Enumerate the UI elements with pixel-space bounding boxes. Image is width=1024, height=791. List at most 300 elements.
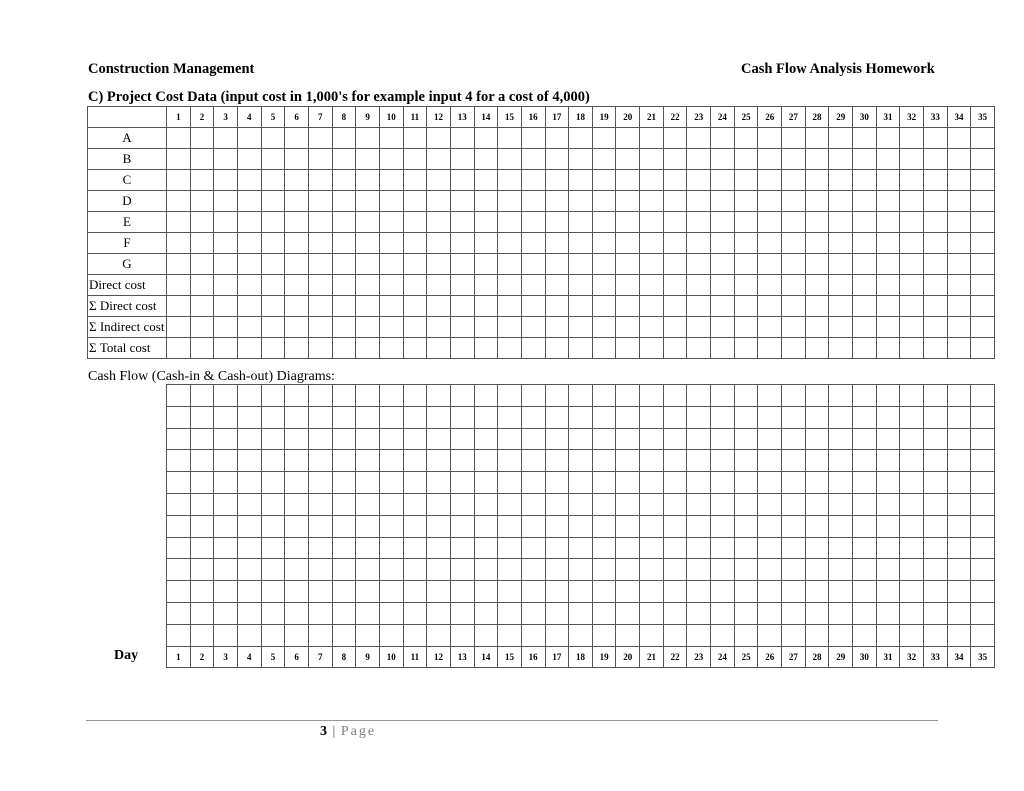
cost-input-cell[interactable]	[379, 254, 403, 275]
diagram-grid-cell[interactable]	[308, 602, 332, 624]
cost-input-cell[interactable]	[237, 233, 261, 254]
cost-input-cell[interactable]	[403, 254, 427, 275]
diagram-grid-cell[interactable]	[900, 515, 924, 537]
cost-input-cell[interactable]	[332, 338, 356, 359]
diagram-grid-cell[interactable]	[805, 428, 829, 450]
diagram-grid-cell[interactable]	[498, 624, 522, 646]
diagram-grid-cell[interactable]	[924, 406, 948, 428]
diagram-grid-cell[interactable]	[569, 493, 593, 515]
cost-input-cell[interactable]	[450, 296, 474, 317]
cost-input-cell[interactable]	[900, 170, 924, 191]
cost-input-cell[interactable]	[829, 149, 853, 170]
cost-input-cell[interactable]	[711, 317, 735, 338]
cost-input-cell[interactable]	[616, 317, 640, 338]
cost-input-cell[interactable]	[734, 128, 758, 149]
cost-input-cell[interactable]	[332, 296, 356, 317]
cost-input-cell[interactable]	[663, 233, 687, 254]
diagram-grid-cell[interactable]	[356, 472, 380, 494]
diagram-grid-cell[interactable]	[711, 385, 735, 407]
diagram-grid-cell[interactable]	[379, 537, 403, 559]
diagram-grid-cell[interactable]	[190, 515, 214, 537]
cost-input-cell[interactable]	[924, 275, 948, 296]
diagram-grid-cell[interactable]	[285, 450, 309, 472]
diagram-grid-cell[interactable]	[616, 559, 640, 581]
cost-input-cell[interactable]	[308, 191, 332, 212]
diagram-grid-cell[interactable]	[261, 406, 285, 428]
diagram-grid-cell[interactable]	[332, 472, 356, 494]
cost-input-cell[interactable]	[687, 254, 711, 275]
cost-input-cell[interactable]	[285, 191, 309, 212]
diagram-grid-cell[interactable]	[308, 493, 332, 515]
cost-input-cell[interactable]	[569, 254, 593, 275]
diagram-grid-cell[interactable]	[592, 537, 616, 559]
diagram-grid-cell[interactable]	[687, 581, 711, 603]
cost-input-cell[interactable]	[332, 254, 356, 275]
cost-input-cell[interactable]	[498, 338, 522, 359]
diagram-grid-cell[interactable]	[640, 581, 664, 603]
diagram-grid-cell[interactable]	[521, 385, 545, 407]
diagram-grid-cell[interactable]	[734, 537, 758, 559]
cost-input-cell[interactable]	[214, 191, 238, 212]
diagram-grid-cell[interactable]	[332, 559, 356, 581]
cost-input-cell[interactable]	[758, 254, 782, 275]
diagram-grid-cell[interactable]	[379, 493, 403, 515]
cost-input-cell[interactable]	[805, 296, 829, 317]
cost-input-cell[interactable]	[427, 170, 451, 191]
cost-input-cell[interactable]	[734, 296, 758, 317]
cost-input-cell[interactable]	[876, 149, 900, 170]
cost-input-cell[interactable]	[734, 191, 758, 212]
diagram-grid-cell[interactable]	[521, 450, 545, 472]
cost-input-cell[interactable]	[190, 170, 214, 191]
cost-input-cell[interactable]	[711, 254, 735, 275]
diagram-grid-cell[interactable]	[450, 450, 474, 472]
diagram-grid-cell[interactable]	[805, 385, 829, 407]
cost-input-cell[interactable]	[663, 254, 687, 275]
cost-input-cell[interactable]	[687, 275, 711, 296]
cost-input-cell[interactable]	[474, 149, 498, 170]
cost-input-cell[interactable]	[805, 170, 829, 191]
cost-input-cell[interactable]	[876, 212, 900, 233]
cost-input-cell[interactable]	[308, 254, 332, 275]
cost-input-cell[interactable]	[971, 317, 995, 338]
diagram-grid-cell[interactable]	[167, 450, 191, 472]
diagram-grid-cell[interactable]	[829, 450, 853, 472]
diagram-grid-cell[interactable]	[285, 472, 309, 494]
cost-input-cell[interactable]	[687, 317, 711, 338]
cost-input-cell[interactable]	[261, 296, 285, 317]
diagram-grid-cell[interactable]	[237, 624, 261, 646]
diagram-grid-cell[interactable]	[924, 581, 948, 603]
diagram-grid-cell[interactable]	[379, 559, 403, 581]
diagram-grid-cell[interactable]	[450, 624, 474, 646]
diagram-grid-cell[interactable]	[167, 493, 191, 515]
diagram-grid-cell[interactable]	[569, 472, 593, 494]
diagram-grid-cell[interactable]	[167, 537, 191, 559]
cost-input-cell[interactable]	[356, 128, 380, 149]
cost-input-cell[interactable]	[758, 191, 782, 212]
cost-input-cell[interactable]	[285, 296, 309, 317]
cost-input-cell[interactable]	[924, 170, 948, 191]
diagram-grid-cell[interactable]	[640, 472, 664, 494]
diagram-grid-cell[interactable]	[805, 581, 829, 603]
cost-input-cell[interactable]	[521, 254, 545, 275]
cost-input-cell[interactable]	[947, 254, 971, 275]
diagram-grid-cell[interactable]	[687, 406, 711, 428]
cost-input-cell[interactable]	[876, 275, 900, 296]
diagram-grid-cell[interactable]	[474, 493, 498, 515]
cost-input-cell[interactable]	[379, 275, 403, 296]
diagram-grid-cell[interactable]	[308, 515, 332, 537]
diagram-grid-cell[interactable]	[474, 472, 498, 494]
diagram-grid-cell[interactable]	[829, 493, 853, 515]
cost-input-cell[interactable]	[474, 128, 498, 149]
diagram-grid-cell[interactable]	[521, 428, 545, 450]
cost-input-cell[interactable]	[616, 212, 640, 233]
cost-input-cell[interactable]	[758, 128, 782, 149]
cost-input-cell[interactable]	[663, 191, 687, 212]
diagram-grid-cell[interactable]	[971, 472, 995, 494]
cost-input-cell[interactable]	[924, 233, 948, 254]
cost-input-cell[interactable]	[569, 149, 593, 170]
cost-input-cell[interactable]	[663, 317, 687, 338]
cost-input-cell[interactable]	[427, 254, 451, 275]
diagram-grid-cell[interactable]	[711, 559, 735, 581]
diagram-grid-cell[interactable]	[403, 537, 427, 559]
diagram-grid-cell[interactable]	[734, 493, 758, 515]
diagram-grid-cell[interactable]	[947, 406, 971, 428]
cost-input-cell[interactable]	[214, 296, 238, 317]
cost-input-cell[interactable]	[261, 317, 285, 338]
cost-input-cell[interactable]	[782, 338, 806, 359]
cost-input-cell[interactable]	[545, 317, 569, 338]
cost-input-cell[interactable]	[758, 317, 782, 338]
diagram-grid-cell[interactable]	[805, 602, 829, 624]
diagram-grid-cell[interactable]	[403, 581, 427, 603]
cost-input-cell[interactable]	[214, 254, 238, 275]
cost-input-cell[interactable]	[947, 191, 971, 212]
diagram-grid-cell[interactable]	[308, 406, 332, 428]
cost-input-cell[interactable]	[924, 317, 948, 338]
cost-input-cell[interactable]	[829, 275, 853, 296]
diagram-grid-cell[interactable]	[687, 385, 711, 407]
diagram-grid-cell[interactable]	[261, 624, 285, 646]
cost-input-cell[interactable]	[663, 275, 687, 296]
cost-input-cell[interactable]	[924, 338, 948, 359]
cost-input-cell[interactable]	[900, 191, 924, 212]
diagram-grid-cell[interactable]	[734, 624, 758, 646]
diagram-grid-cell[interactable]	[616, 624, 640, 646]
cost-input-cell[interactable]	[356, 191, 380, 212]
diagram-grid-cell[interactable]	[971, 602, 995, 624]
cost-input-cell[interactable]	[900, 317, 924, 338]
diagram-grid-cell[interactable]	[900, 537, 924, 559]
diagram-grid-cell[interactable]	[569, 428, 593, 450]
cost-input-cell[interactable]	[379, 233, 403, 254]
diagram-grid-cell[interactable]	[427, 602, 451, 624]
diagram-grid-cell[interactable]	[285, 602, 309, 624]
cost-input-cell[interactable]	[450, 170, 474, 191]
cost-input-cell[interactable]	[190, 338, 214, 359]
cost-input-cell[interactable]	[237, 128, 261, 149]
cost-input-cell[interactable]	[308, 338, 332, 359]
cost-input-cell[interactable]	[640, 212, 664, 233]
cost-input-cell[interactable]	[569, 170, 593, 191]
cost-input-cell[interactable]	[308, 212, 332, 233]
diagram-grid-cell[interactable]	[687, 602, 711, 624]
diagram-grid-cell[interactable]	[545, 472, 569, 494]
cost-input-cell[interactable]	[356, 338, 380, 359]
diagram-grid-cell[interactable]	[474, 537, 498, 559]
cost-input-cell[interactable]	[711, 170, 735, 191]
cost-input-cell[interactable]	[876, 170, 900, 191]
cost-input-cell[interactable]	[782, 296, 806, 317]
cost-input-cell[interactable]	[450, 338, 474, 359]
cost-input-cell[interactable]	[616, 254, 640, 275]
cost-input-cell[interactable]	[687, 128, 711, 149]
cost-input-cell[interactable]	[261, 233, 285, 254]
diagram-grid-cell[interactable]	[592, 428, 616, 450]
diagram-grid-cell[interactable]	[403, 406, 427, 428]
cost-input-cell[interactable]	[829, 233, 853, 254]
cost-input-cell[interactable]	[167, 317, 191, 338]
cost-input-cell[interactable]	[308, 128, 332, 149]
diagram-grid-cell[interactable]	[640, 428, 664, 450]
diagram-grid-cell[interactable]	[332, 406, 356, 428]
diagram-grid-cell[interactable]	[782, 385, 806, 407]
diagram-grid-cell[interactable]	[900, 406, 924, 428]
cost-input-cell[interactable]	[521, 233, 545, 254]
cost-input-cell[interactable]	[853, 233, 877, 254]
diagram-grid-cell[interactable]	[758, 406, 782, 428]
diagram-grid-cell[interactable]	[450, 428, 474, 450]
diagram-grid-cell[interactable]	[403, 624, 427, 646]
cost-input-cell[interactable]	[947, 212, 971, 233]
cost-input-cell[interactable]	[971, 170, 995, 191]
diagram-grid-cell[interactable]	[403, 472, 427, 494]
diagram-grid-cell[interactable]	[332, 450, 356, 472]
diagram-grid-cell[interactable]	[190, 385, 214, 407]
diagram-grid-cell[interactable]	[592, 602, 616, 624]
diagram-grid-cell[interactable]	[498, 406, 522, 428]
diagram-grid-cell[interactable]	[663, 537, 687, 559]
cost-input-cell[interactable]	[829, 191, 853, 212]
diagram-grid-cell[interactable]	[829, 581, 853, 603]
diagram-grid-cell[interactable]	[214, 537, 238, 559]
cost-input-cell[interactable]	[616, 170, 640, 191]
cost-input-cell[interactable]	[900, 233, 924, 254]
cost-input-cell[interactable]	[521, 338, 545, 359]
diagram-grid-cell[interactable]	[829, 559, 853, 581]
cost-input-cell[interactable]	[924, 191, 948, 212]
cost-input-cell[interactable]	[711, 275, 735, 296]
diagram-grid-cell[interactable]	[356, 581, 380, 603]
diagram-grid-cell[interactable]	[167, 581, 191, 603]
cost-input-cell[interactable]	[640, 296, 664, 317]
cost-input-cell[interactable]	[545, 254, 569, 275]
diagram-grid-cell[interactable]	[569, 385, 593, 407]
cost-input-cell[interactable]	[782, 149, 806, 170]
cost-input-cell[interactable]	[971, 254, 995, 275]
diagram-grid-cell[interactable]	[356, 406, 380, 428]
diagram-grid-cell[interactable]	[285, 515, 309, 537]
diagram-grid-cell[interactable]	[758, 450, 782, 472]
cost-input-cell[interactable]	[805, 254, 829, 275]
diagram-grid-cell[interactable]	[616, 385, 640, 407]
cost-input-cell[interactable]	[853, 338, 877, 359]
diagram-grid-cell[interactable]	[356, 602, 380, 624]
diagram-grid-cell[interactable]	[782, 602, 806, 624]
cost-input-cell[interactable]	[569, 317, 593, 338]
cost-input-cell[interactable]	[663, 170, 687, 191]
cost-input-cell[interactable]	[214, 317, 238, 338]
cost-input-cell[interactable]	[356, 296, 380, 317]
diagram-grid-cell[interactable]	[782, 581, 806, 603]
diagram-grid-cell[interactable]	[332, 385, 356, 407]
cost-input-cell[interactable]	[711, 149, 735, 170]
diagram-grid-cell[interactable]	[379, 515, 403, 537]
cost-input-cell[interactable]	[545, 296, 569, 317]
diagram-grid-cell[interactable]	[924, 624, 948, 646]
cost-input-cell[interactable]	[521, 128, 545, 149]
cost-input-cell[interactable]	[474, 317, 498, 338]
cost-input-cell[interactable]	[971, 296, 995, 317]
cost-input-cell[interactable]	[592, 128, 616, 149]
cost-input-cell[interactable]	[427, 233, 451, 254]
diagram-grid-cell[interactable]	[569, 559, 593, 581]
cost-input-cell[interactable]	[403, 338, 427, 359]
diagram-grid-cell[interactable]	[569, 450, 593, 472]
cost-input-cell[interactable]	[805, 338, 829, 359]
cost-input-cell[interactable]	[498, 317, 522, 338]
diagram-grid-cell[interactable]	[521, 581, 545, 603]
cost-input-cell[interactable]	[853, 170, 877, 191]
diagram-grid-cell[interactable]	[782, 406, 806, 428]
cost-input-cell[interactable]	[900, 212, 924, 233]
diagram-grid-cell[interactable]	[876, 385, 900, 407]
cost-input-cell[interactable]	[308, 317, 332, 338]
diagram-grid-cell[interactable]	[592, 493, 616, 515]
diagram-grid-cell[interactable]	[237, 406, 261, 428]
diagram-grid-cell[interactable]	[829, 406, 853, 428]
cost-input-cell[interactable]	[285, 233, 309, 254]
diagram-grid-cell[interactable]	[971, 515, 995, 537]
diagram-grid-cell[interactable]	[332, 602, 356, 624]
cost-input-cell[interactable]	[663, 296, 687, 317]
diagram-grid-cell[interactable]	[214, 406, 238, 428]
cost-input-cell[interactable]	[521, 317, 545, 338]
diagram-grid-cell[interactable]	[379, 581, 403, 603]
cost-input-cell[interactable]	[853, 149, 877, 170]
diagram-grid-cell[interactable]	[474, 515, 498, 537]
cost-input-cell[interactable]	[521, 275, 545, 296]
cost-input-cell[interactable]	[332, 170, 356, 191]
diagram-grid-cell[interactable]	[805, 624, 829, 646]
cost-input-cell[interactable]	[711, 128, 735, 149]
cost-input-cell[interactable]	[214, 233, 238, 254]
diagram-grid-cell[interactable]	[190, 559, 214, 581]
diagram-grid-cell[interactable]	[711, 581, 735, 603]
diagram-grid-cell[interactable]	[237, 472, 261, 494]
cost-input-cell[interactable]	[616, 149, 640, 170]
cost-input-cell[interactable]	[758, 233, 782, 254]
diagram-grid-cell[interactable]	[876, 515, 900, 537]
diagram-grid-cell[interactable]	[214, 559, 238, 581]
cost-input-cell[interactable]	[947, 128, 971, 149]
diagram-grid-cell[interactable]	[237, 537, 261, 559]
diagram-grid-cell[interactable]	[711, 428, 735, 450]
cost-input-cell[interactable]	[805, 317, 829, 338]
diagram-grid-cell[interactable]	[734, 515, 758, 537]
diagram-grid-cell[interactable]	[711, 515, 735, 537]
cost-input-cell[interactable]	[734, 317, 758, 338]
diagram-grid-cell[interactable]	[900, 450, 924, 472]
diagram-grid-cell[interactable]	[569, 406, 593, 428]
cost-input-cell[interactable]	[829, 212, 853, 233]
diagram-grid-cell[interactable]	[616, 515, 640, 537]
diagram-grid-cell[interactable]	[285, 624, 309, 646]
diagram-grid-cell[interactable]	[190, 537, 214, 559]
diagram-grid-cell[interactable]	[734, 428, 758, 450]
diagram-grid-cell[interactable]	[971, 493, 995, 515]
cost-input-cell[interactable]	[805, 233, 829, 254]
cost-input-cell[interactable]	[616, 338, 640, 359]
cost-input-cell[interactable]	[687, 233, 711, 254]
diagram-grid-cell[interactable]	[876, 624, 900, 646]
cost-input-cell[interactable]	[190, 212, 214, 233]
diagram-grid-cell[interactable]	[900, 624, 924, 646]
diagram-grid-cell[interactable]	[237, 493, 261, 515]
diagram-grid-cell[interactable]	[592, 581, 616, 603]
diagram-grid-cell[interactable]	[640, 537, 664, 559]
diagram-grid-cell[interactable]	[758, 624, 782, 646]
diagram-grid-cell[interactable]	[521, 624, 545, 646]
cost-input-cell[interactable]	[285, 149, 309, 170]
diagram-grid-cell[interactable]	[190, 472, 214, 494]
cost-input-cell[interactable]	[782, 170, 806, 191]
diagram-grid-cell[interactable]	[829, 602, 853, 624]
diagram-grid-cell[interactable]	[190, 406, 214, 428]
cost-input-cell[interactable]	[545, 128, 569, 149]
cost-input-cell[interactable]	[805, 191, 829, 212]
diagram-grid-cell[interactable]	[640, 406, 664, 428]
cost-input-cell[interactable]	[427, 191, 451, 212]
cost-input-cell[interactable]	[853, 212, 877, 233]
diagram-grid-cell[interactable]	[261, 428, 285, 450]
diagram-grid-cell[interactable]	[167, 624, 191, 646]
diagram-grid-cell[interactable]	[214, 450, 238, 472]
diagram-grid-cell[interactable]	[876, 428, 900, 450]
cost-input-cell[interactable]	[853, 317, 877, 338]
diagram-grid-cell[interactable]	[427, 472, 451, 494]
cost-input-cell[interactable]	[379, 191, 403, 212]
cost-input-cell[interactable]	[876, 191, 900, 212]
cost-input-cell[interactable]	[237, 317, 261, 338]
diagram-grid-cell[interactable]	[758, 602, 782, 624]
diagram-grid-cell[interactable]	[711, 602, 735, 624]
diagram-grid-cell[interactable]	[569, 624, 593, 646]
cost-input-cell[interactable]	[592, 254, 616, 275]
cost-input-cell[interactable]	[663, 212, 687, 233]
cost-input-cell[interactable]	[711, 191, 735, 212]
cost-input-cell[interactable]	[332, 212, 356, 233]
cost-input-cell[interactable]	[237, 149, 261, 170]
cost-input-cell[interactable]	[403, 317, 427, 338]
cost-input-cell[interactable]	[545, 170, 569, 191]
diagram-grid-cell[interactable]	[474, 385, 498, 407]
diagram-grid-cell[interactable]	[592, 385, 616, 407]
cost-input-cell[interactable]	[474, 254, 498, 275]
